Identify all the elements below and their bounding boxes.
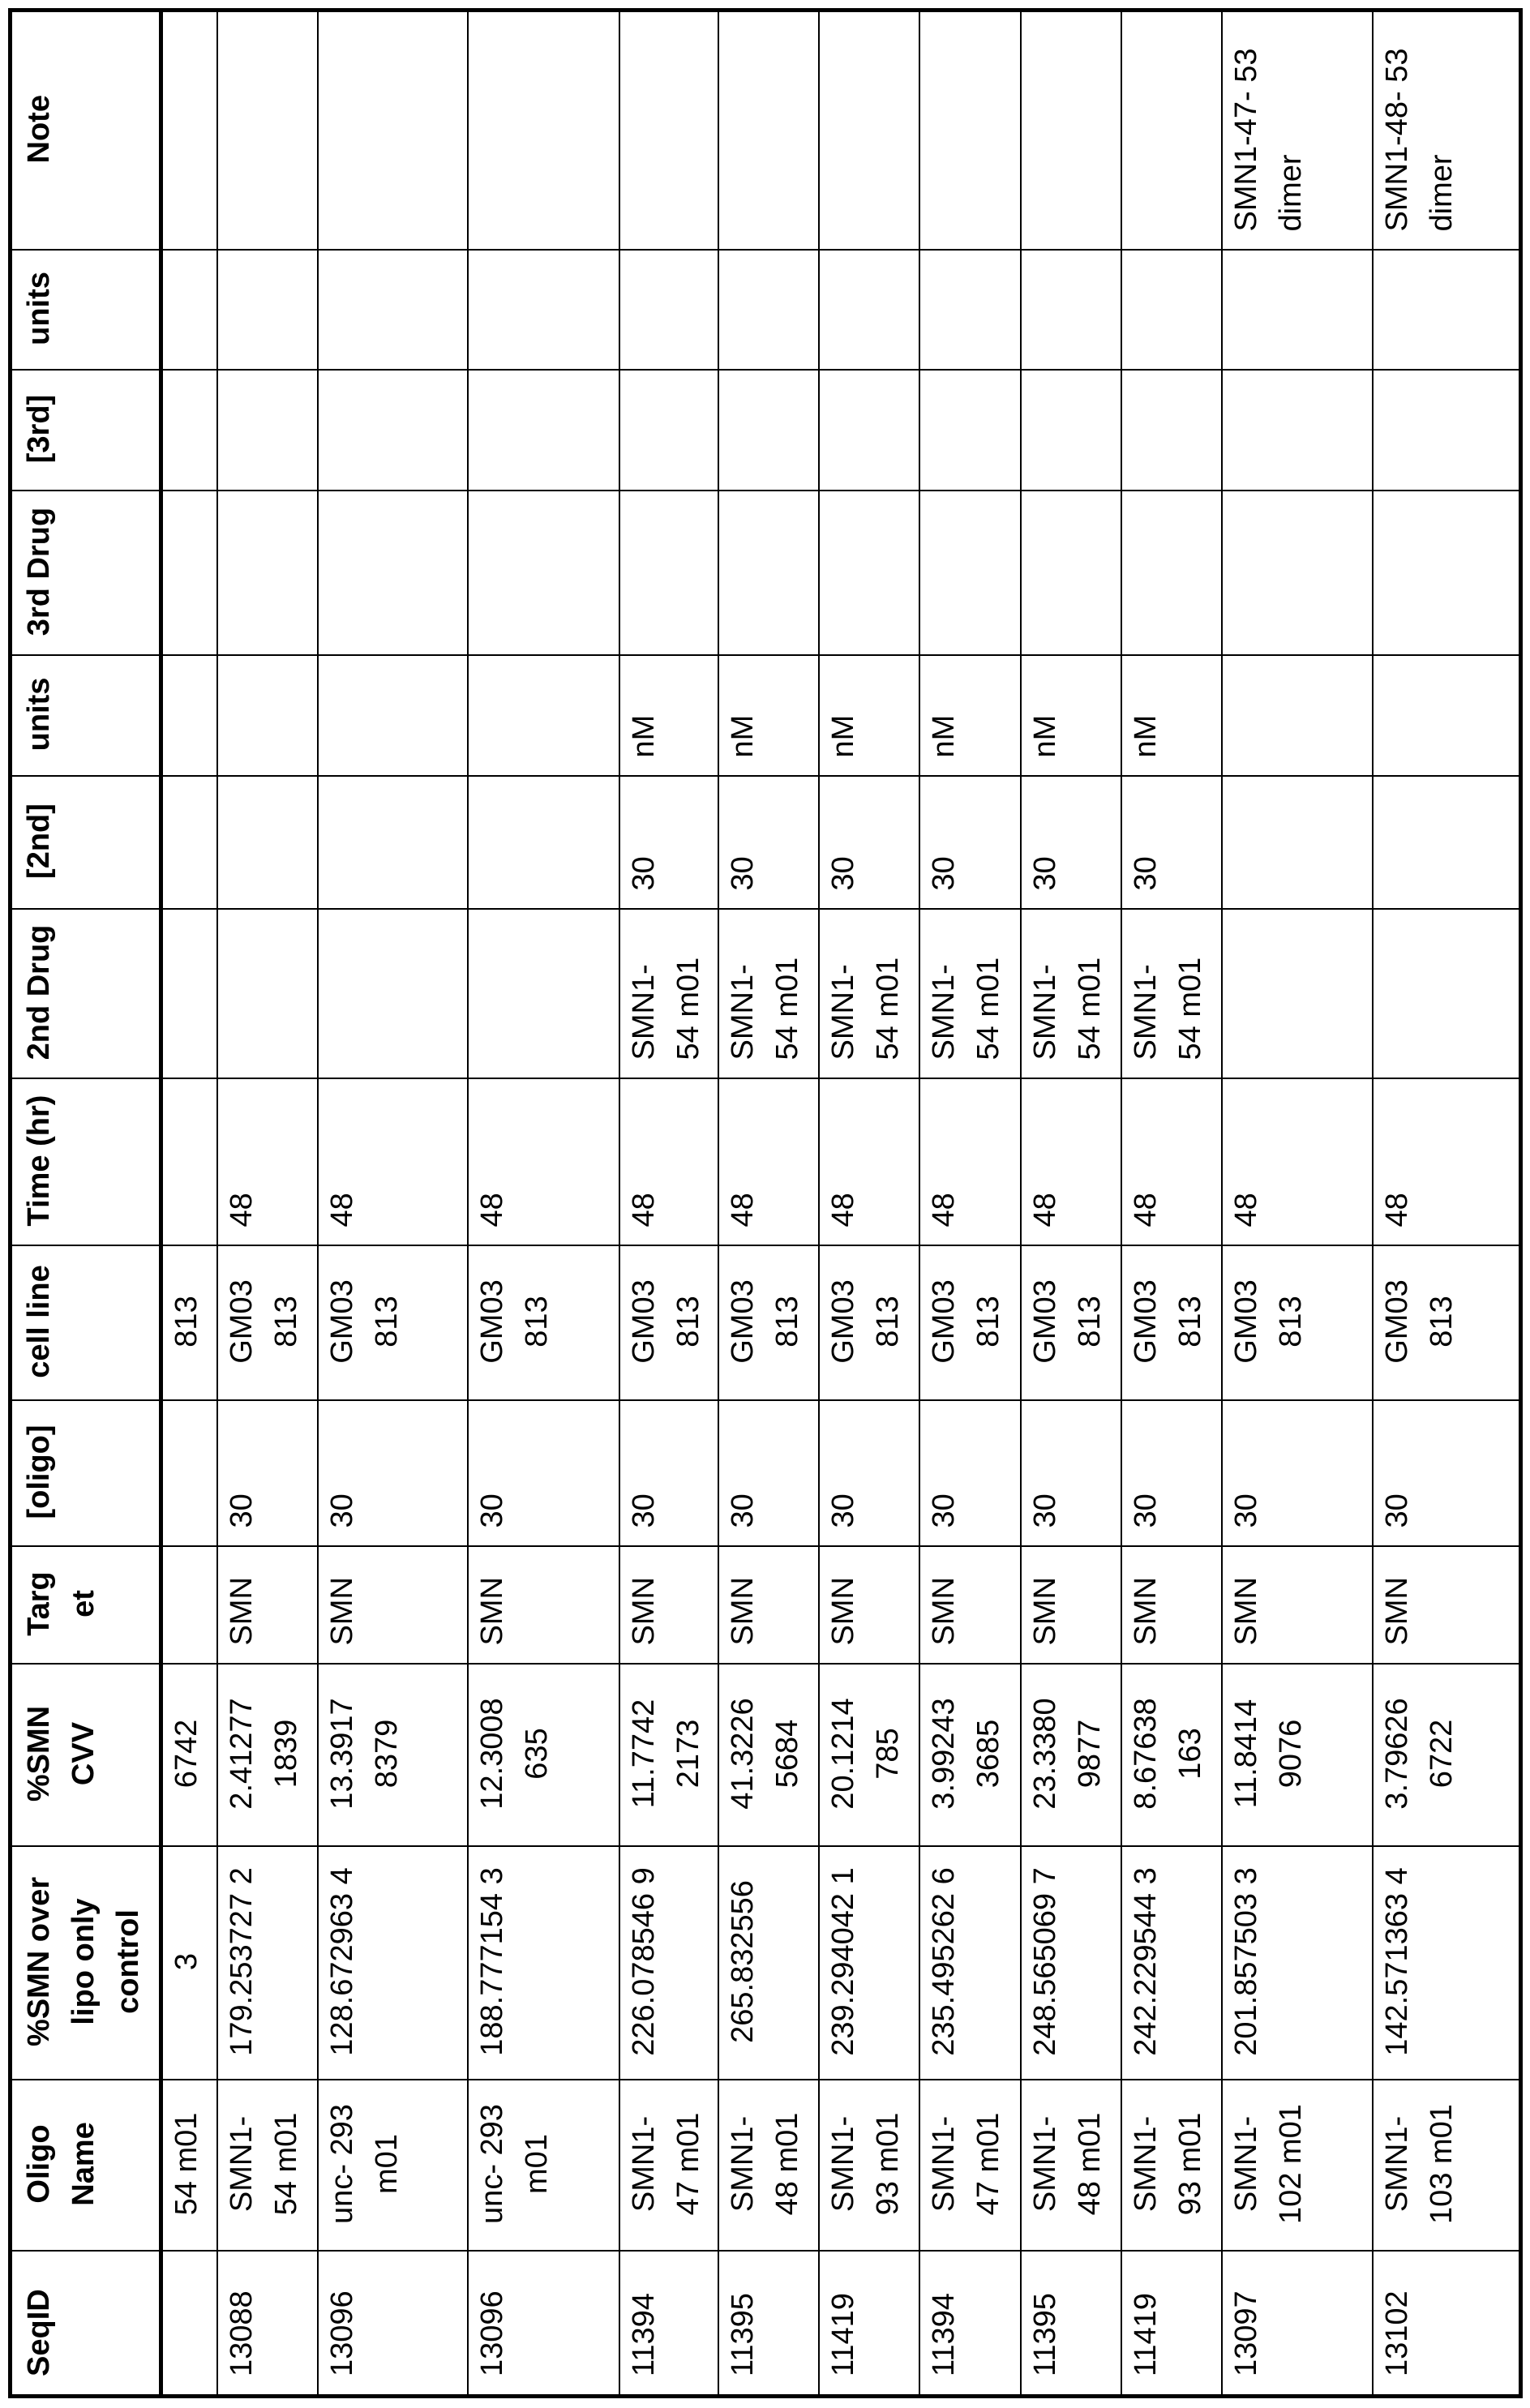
cell-time-hr: 48 — [1021, 1079, 1121, 1246]
cell-second-conc — [1373, 777, 1521, 910]
cell-pct-smn-cvv: 23.3380 9877 — [1021, 1665, 1121, 1847]
cell-target: SMN — [1222, 1547, 1373, 1665]
cell-oligo-name: unc- 293 m01 — [318, 2080, 468, 2252]
cell-seqid: 13096 — [318, 2252, 468, 2397]
cell-cell-line: GM03 813 — [1121, 1246, 1222, 1401]
cell-second-conc: 30 — [819, 777, 919, 910]
cell-second-units: nM — [1121, 656, 1222, 777]
cell-second-drug — [318, 910, 468, 1079]
cell-third-units — [919, 251, 1021, 371]
cell-third-units — [718, 251, 819, 371]
cell-second-drug: SMN1- 54 m01 — [619, 910, 718, 1079]
col-header-third-units: units — [11, 251, 161, 371]
cell-third-conc — [468, 371, 619, 491]
cell-oligo-conc: 30 — [468, 1401, 619, 1547]
cell-second-units — [1373, 656, 1521, 777]
cell-target: SMN — [1121, 1547, 1222, 1665]
cell-oligo-conc: 30 — [819, 1401, 919, 1547]
cell-pct-smn-over-lipo: 248.565069 7 — [1021, 1847, 1121, 2080]
cell-third-units — [318, 251, 468, 371]
cell-cell-line: 813 — [161, 1246, 217, 1401]
cell-second-units: nM — [619, 656, 718, 777]
table-row — [161, 11, 217, 2397]
cell-third-drug — [1121, 491, 1222, 656]
cell-third-conc — [217, 371, 318, 491]
cell-cell-line: GM03 813 — [468, 1246, 619, 1401]
cell-third-conc — [1373, 371, 1521, 491]
cell-oligo-name: SMN1- 48 m01 — [718, 2080, 819, 2252]
cell-seqid: 13088 — [217, 2252, 318, 2397]
table-row — [1373, 11, 1521, 2397]
cell-second-conc: 30 — [919, 777, 1021, 910]
cell-seqid: 11419 — [1121, 2252, 1222, 2397]
cell-second-units: nM — [819, 656, 919, 777]
cell-second-drug — [1222, 910, 1373, 1079]
cell-seqid: 13102 — [1373, 2252, 1521, 2397]
cell-oligo-conc: 30 — [1222, 1401, 1373, 1547]
cell-pct-smn-over-lipo: 226.078546 9 — [619, 1847, 718, 2080]
col-header-target: Targ et — [11, 1547, 161, 1665]
cell-time-hr: 48 — [919, 1079, 1021, 1246]
cell-second-units — [1222, 656, 1373, 777]
rotated-table-container — [8, 12, 1519, 2398]
cell-seqid: 11394 — [619, 2252, 718, 2397]
cell-third-conc — [619, 371, 718, 491]
cell-second-conc — [1222, 777, 1373, 910]
cell-target: SMN — [619, 1547, 718, 1665]
cell-second-units — [217, 656, 318, 777]
cell-seqid: 13096 — [468, 2252, 619, 2397]
col-header-third-conc: [3rd] — [11, 371, 161, 491]
cell-second-drug: SMN1- 54 m01 — [819, 910, 919, 1079]
cell-cell-line: GM03 813 — [318, 1246, 468, 1401]
cell-time-hr: 48 — [1222, 1079, 1373, 1246]
cell-oligo-name: unc- 293 m01 — [468, 2080, 619, 2252]
cell-third-drug — [619, 491, 718, 656]
table-row — [619, 11, 718, 2397]
cell-seqid: 11394 — [919, 2252, 1021, 2397]
cell-third-drug — [1021, 491, 1121, 656]
cell-third-conc — [819, 371, 919, 491]
cell-third-drug — [161, 491, 217, 656]
cell-third-units — [819, 251, 919, 371]
col-header-second-drug: 2nd Drug — [11, 910, 161, 1079]
table-body — [161, 11, 1521, 2397]
cell-seqid: 13097 — [1222, 2252, 1373, 2397]
cell-third-drug — [217, 491, 318, 656]
cell-oligo-name: SMN1- 47 m01 — [919, 2080, 1021, 2252]
cell-pct-smn-cvv: 3.99243 3685 — [919, 1665, 1021, 1847]
cell-cell-line: GM03 813 — [1021, 1246, 1121, 1401]
cell-third-drug — [1373, 491, 1521, 656]
cell-third-conc — [1121, 371, 1222, 491]
col-header-seqid: SeqID — [11, 2252, 161, 2397]
cell-pct-smn-cvv: 6742 — [161, 1665, 217, 1847]
col-header-third-drug: 3rd Drug — [11, 491, 161, 656]
cell-oligo-name: SMN1- 93 m01 — [1121, 2080, 1222, 2252]
cell-time-hr: 48 — [217, 1079, 318, 1246]
cell-cell-line: GM03 813 — [619, 1246, 718, 1401]
cell-cell-line: GM03 813 — [1222, 1246, 1373, 1401]
cell-oligo-conc: 30 — [1121, 1401, 1222, 1547]
cell-seqid: 11419 — [819, 2252, 919, 2397]
cell-target: SMN — [468, 1547, 619, 1665]
cell-time-hr — [161, 1079, 217, 1246]
cell-third-units — [1222, 251, 1373, 371]
cell-target: SMN — [217, 1547, 318, 1665]
cell-target: SMN — [1021, 1547, 1121, 1665]
cell-third-conc — [1021, 371, 1121, 491]
cell-cell-line: GM03 813 — [919, 1246, 1021, 1401]
cell-second-conc — [217, 777, 318, 910]
cell-oligo-name: SMN1- 102 m01 — [1222, 2080, 1373, 2252]
cell-target: SMN — [819, 1547, 919, 1665]
cell-seqid: 11395 — [1021, 2252, 1121, 2397]
cell-oligo-name: SMN1- 93 m01 — [819, 2080, 919, 2252]
col-header-pct-smn-over-lipo: %SMN over lipo only control — [11, 1847, 161, 2080]
col-header-oligo-conc: [oligo] — [11, 1401, 161, 1547]
table-row — [217, 11, 318, 2397]
cell-pct-smn-over-lipo: 128.672963 4 — [318, 1847, 468, 2080]
table-row — [819, 11, 919, 2397]
cell-target: SMN — [1373, 1547, 1521, 1665]
cell-third-conc — [1222, 371, 1373, 491]
cell-second-units: nM — [1021, 656, 1121, 777]
cell-time-hr: 48 — [718, 1079, 819, 1246]
cell-pct-smn-cvv: 12.3008 635 — [468, 1665, 619, 1847]
cell-time-hr: 48 — [819, 1079, 919, 1246]
cell-note — [161, 11, 217, 251]
col-header-cell-line: cell line — [11, 1246, 161, 1401]
col-header-note: Note — [11, 11, 161, 251]
cell-note: SMN1-47- 53 dimer — [1222, 11, 1373, 251]
cell-cell-line: GM03 813 — [1373, 1246, 1521, 1401]
cell-third-units — [1121, 251, 1222, 371]
cell-pct-smn-cvv: 20.1214 785 — [819, 1665, 919, 1847]
cell-pct-smn-over-lipo: 3 — [161, 1847, 217, 2080]
cell-third-conc — [919, 371, 1021, 491]
col-header-second-conc: [2nd] — [11, 777, 161, 910]
col-header-pct-smn-cvv: %SMN CVV — [11, 1665, 161, 1847]
cell-third-drug — [468, 491, 619, 656]
cell-pct-smn-over-lipo: 201.857503 3 — [1222, 1847, 1373, 2080]
cell-second-drug — [217, 910, 318, 1079]
cell-pct-smn-over-lipo: 142.571363 4 — [1373, 1847, 1521, 2080]
cell-second-conc: 30 — [1121, 777, 1222, 910]
table-row — [318, 11, 468, 2397]
cell-second-drug — [468, 910, 619, 1079]
cell-note — [318, 11, 468, 251]
cell-third-conc — [161, 371, 217, 491]
cell-oligo-conc: 30 — [1021, 1401, 1121, 1547]
cell-pct-smn-cvv: 11.7742 2173 — [619, 1665, 718, 1847]
cell-third-units — [1373, 251, 1521, 371]
cell-third-conc — [718, 371, 819, 491]
cell-second-conc: 30 — [718, 777, 819, 910]
table-row — [1222, 11, 1373, 2397]
cell-second-conc: 30 — [619, 777, 718, 910]
cell-second-drug: SMN1- 54 m01 — [1121, 910, 1222, 1079]
cell-pct-smn-cvv: 3.79626 6722 — [1373, 1665, 1521, 1847]
cell-oligo-conc — [161, 1401, 217, 1547]
col-header-second-units: units — [11, 656, 161, 777]
cell-second-conc — [161, 777, 217, 910]
cell-pct-smn-cvv: 11.8414 9076 — [1222, 1665, 1373, 1847]
cell-pct-smn-cvv: 8.67638 163 — [1121, 1665, 1222, 1847]
cell-second-drug — [1373, 910, 1521, 1079]
cell-third-units — [1021, 251, 1121, 371]
cell-note — [919, 11, 1021, 251]
cell-oligo-conc: 30 — [619, 1401, 718, 1547]
table-row — [1021, 11, 1121, 2397]
cell-oligo-name: SMN1- 54 m01 — [217, 2080, 318, 2252]
cell-target: SMN — [919, 1547, 1021, 1665]
cell-third-drug — [919, 491, 1021, 656]
cell-second-units: nM — [718, 656, 819, 777]
cell-pct-smn-over-lipo: 179.253727 2 — [217, 1847, 318, 2080]
cell-third-units — [619, 251, 718, 371]
cell-oligo-conc: 30 — [318, 1401, 468, 1547]
cell-note — [468, 11, 619, 251]
cell-oligo-name: SMN1- 48 m01 — [1021, 2080, 1121, 2252]
header-row — [11, 11, 161, 2397]
cell-pct-smn-cvv: 41.3226 5684 — [718, 1665, 819, 1847]
cell-pct-smn-over-lipo: 188.777154 3 — [468, 1847, 619, 2080]
col-header-time: Time (hr) — [11, 1079, 161, 1246]
cell-third-drug — [318, 491, 468, 656]
cell-second-units — [318, 656, 468, 777]
cell-time-hr: 48 — [468, 1079, 619, 1246]
cell-note — [718, 11, 819, 251]
cell-oligo-name: SMN1- 47 m01 — [619, 2080, 718, 2252]
col-header-oligo-name: Oligo Name — [11, 2080, 161, 2252]
cell-second-units — [468, 656, 619, 777]
cell-oligo-name: 54 m01 — [161, 2080, 217, 2252]
cell-note — [1021, 11, 1121, 251]
cell-note: SMN1-48- 53 dimer — [1373, 11, 1521, 251]
cell-target: SMN — [718, 1547, 819, 1665]
cell-second-conc — [468, 777, 619, 910]
cell-second-units: nM — [919, 656, 1021, 777]
cell-target: SMN — [318, 1547, 468, 1665]
cell-target — [161, 1547, 217, 1665]
cell-note — [819, 11, 919, 251]
cell-cell-line: GM03 813 — [718, 1246, 819, 1401]
cell-oligo-conc: 30 — [217, 1401, 318, 1547]
cell-note — [217, 11, 318, 251]
table-row — [1121, 11, 1222, 2397]
cell-third-drug — [1222, 491, 1373, 656]
results-table — [8, 8, 1523, 2398]
cell-third-drug — [718, 491, 819, 656]
cell-second-units — [161, 656, 217, 777]
cell-second-conc: 30 — [1021, 777, 1121, 910]
table-row — [919, 11, 1021, 2397]
cell-pct-smn-over-lipo: 242.229544 3 — [1121, 1847, 1222, 2080]
cell-third-units — [161, 251, 217, 371]
cell-time-hr: 48 — [619, 1079, 718, 1246]
cell-cell-line: GM03 813 — [217, 1246, 318, 1401]
cell-oligo-conc: 30 — [919, 1401, 1021, 1547]
cell-seqid — [161, 2252, 217, 2397]
cell-pct-smn-over-lipo: 235.495262 6 — [919, 1847, 1021, 2080]
cell-pct-smn-cvv: 13.3917 8379 — [318, 1665, 468, 1847]
cell-oligo-conc: 30 — [1373, 1401, 1521, 1547]
cell-third-units — [217, 251, 318, 371]
cell-pct-smn-over-lipo: 265.832556 — [718, 1847, 819, 2080]
cell-oligo-name: SMN1- 103 m01 — [1373, 2080, 1521, 2252]
cell-cell-line: GM03 813 — [819, 1246, 919, 1401]
table-row — [718, 11, 819, 2397]
table-row — [468, 11, 619, 2397]
cell-pct-smn-cvv: 2.41277 1839 — [217, 1665, 318, 1847]
cell-second-drug — [161, 910, 217, 1079]
cell-second-drug: SMN1- 54 m01 — [1021, 910, 1121, 1079]
cell-seqid: 11395 — [718, 2252, 819, 2397]
cell-third-drug — [819, 491, 919, 656]
cell-note — [619, 11, 718, 251]
cell-second-drug: SMN1- 54 m01 — [718, 910, 819, 1079]
cell-second-conc — [318, 777, 468, 910]
cell-pct-smn-over-lipo: 239.294042 1 — [819, 1847, 919, 2080]
cell-third-conc — [318, 371, 468, 491]
cell-third-units — [468, 251, 619, 371]
cell-time-hr: 48 — [1373, 1079, 1521, 1246]
cell-second-drug: SMN1- 54 m01 — [919, 910, 1021, 1079]
cell-time-hr: 48 — [1121, 1079, 1222, 1246]
cell-oligo-conc: 30 — [718, 1401, 819, 1547]
cell-time-hr: 48 — [318, 1079, 468, 1246]
cell-note — [1121, 11, 1222, 251]
